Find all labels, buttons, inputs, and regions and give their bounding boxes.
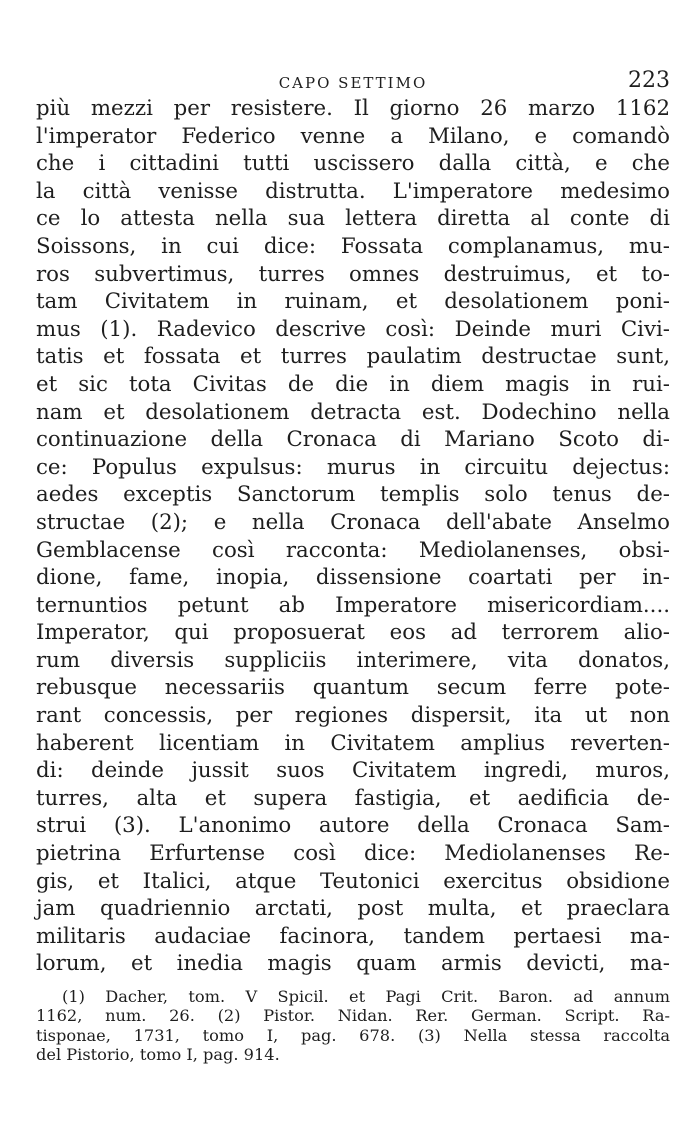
text-line: mus (1). Radevico descrive così: Deinde muri Civi- bbox=[36, 316, 670, 342]
text-line: rant concessis, per regiones dispersit, ita ut non bbox=[36, 703, 670, 729]
page-number: 223 bbox=[628, 68, 670, 93]
text-line: dione, fame, inopia, dissensione coartati per in- bbox=[36, 565, 670, 591]
text-line: strui (3). L'anonimo autore della Cronaca Sam- bbox=[36, 813, 670, 839]
text-line: ce: Populus expulsus: murus in circuitu dejectus: bbox=[36, 454, 670, 480]
body-text bbox=[36, 95, 670, 978]
footnote-line: tisponae, 1731, tomo I, pag. 678. (3) Nella stessa raccolta bbox=[36, 1025, 670, 1045]
footnote-line: (1) Dacher, tom. V Spicil. et Pagi Crit. Baron. ad annum bbox=[62, 987, 670, 1006]
text-line: Soissons, in cui dice: Fossata complanamus, mu- bbox=[36, 233, 670, 259]
text-line: Imperator, qui proposuerat eos ad terrorem alio- bbox=[36, 620, 670, 646]
page-header bbox=[36, 68, 670, 98]
text-line: di: deinde jussit suos Civitatem ingredi, muros, bbox=[36, 758, 670, 784]
text-line: continuazione della Cronaca di Mariano Scoto di- bbox=[36, 427, 670, 453]
text-line: pietrina Erfurtense così dice: Mediolanenses Re- bbox=[36, 841, 670, 867]
text-line: et sic tota Civitas de die in diem magis in rui- bbox=[36, 371, 670, 397]
text-line: haberent licentiam in Civitatem amplius reverten- bbox=[36, 730, 670, 756]
text-line: rum diversis suppliciis interimere, vita donatos, bbox=[36, 647, 670, 673]
text-line: militaris audaciae facinora, tandem pertaesi ma- bbox=[36, 923, 670, 949]
text-line: ce lo attesta nella sua lettera diretta al conte di bbox=[36, 206, 670, 232]
text-line: che i cittadini tutti uscissero dalla città, e che bbox=[36, 151, 670, 177]
text-line: la città venisse distrutta. L'imperatore medesimo bbox=[36, 178, 670, 204]
text-line: nam et desolationem detracta est. Dodechino nella bbox=[36, 399, 670, 425]
footnote-line: del Pistorio, tomo I, pag. 914. bbox=[36, 1045, 280, 1065]
text-line: l'imperator Federico venne a Milano, e comandò bbox=[36, 123, 670, 149]
text-line: tatis et fossata et turres paulatim destructae sunt, bbox=[36, 344, 670, 370]
running-title: CAPO SETTIMO bbox=[278, 74, 428, 92]
text-line: ros subvertimus, turres omnes destruimus, et to- bbox=[36, 261, 670, 287]
text-line: ternuntios petunt ab Imperatore misericordiam.... bbox=[36, 592, 670, 618]
text-line: jam quadriennio arctati, post multa, et praeclara bbox=[36, 896, 670, 922]
text-line: più mezzi per resistere. Il giorno 26 marzo 1162 bbox=[36, 96, 670, 121]
text-line: aedes exceptis Sanctorum templis solo tenus de- bbox=[36, 482, 670, 508]
footnote-line: 1162, num. 26. (2) Pistor. Nidan. Rer. German. Script. Ra- bbox=[36, 1006, 670, 1026]
text-line: rebusque necessariis quantum secum ferre pote- bbox=[36, 675, 670, 701]
text-line: gis, et Italici, atque Teutonici exercitus obsidione bbox=[36, 868, 670, 894]
text-line: lorum, et inedia magis quam armis devicti, ma- bbox=[36, 951, 670, 977]
footnotes bbox=[36, 987, 670, 1065]
text-line: turres, alta et supera fastigia, et aedificia de- bbox=[36, 785, 670, 811]
text-line: Gemblacense così racconta: Mediolanenses, obsi- bbox=[36, 537, 670, 563]
text-line: structae (2); e nella Cronaca dell'abate Anselmo bbox=[36, 509, 670, 535]
text-line: tam Civitatem in ruinam, et desolationem poni- bbox=[36, 289, 670, 315]
